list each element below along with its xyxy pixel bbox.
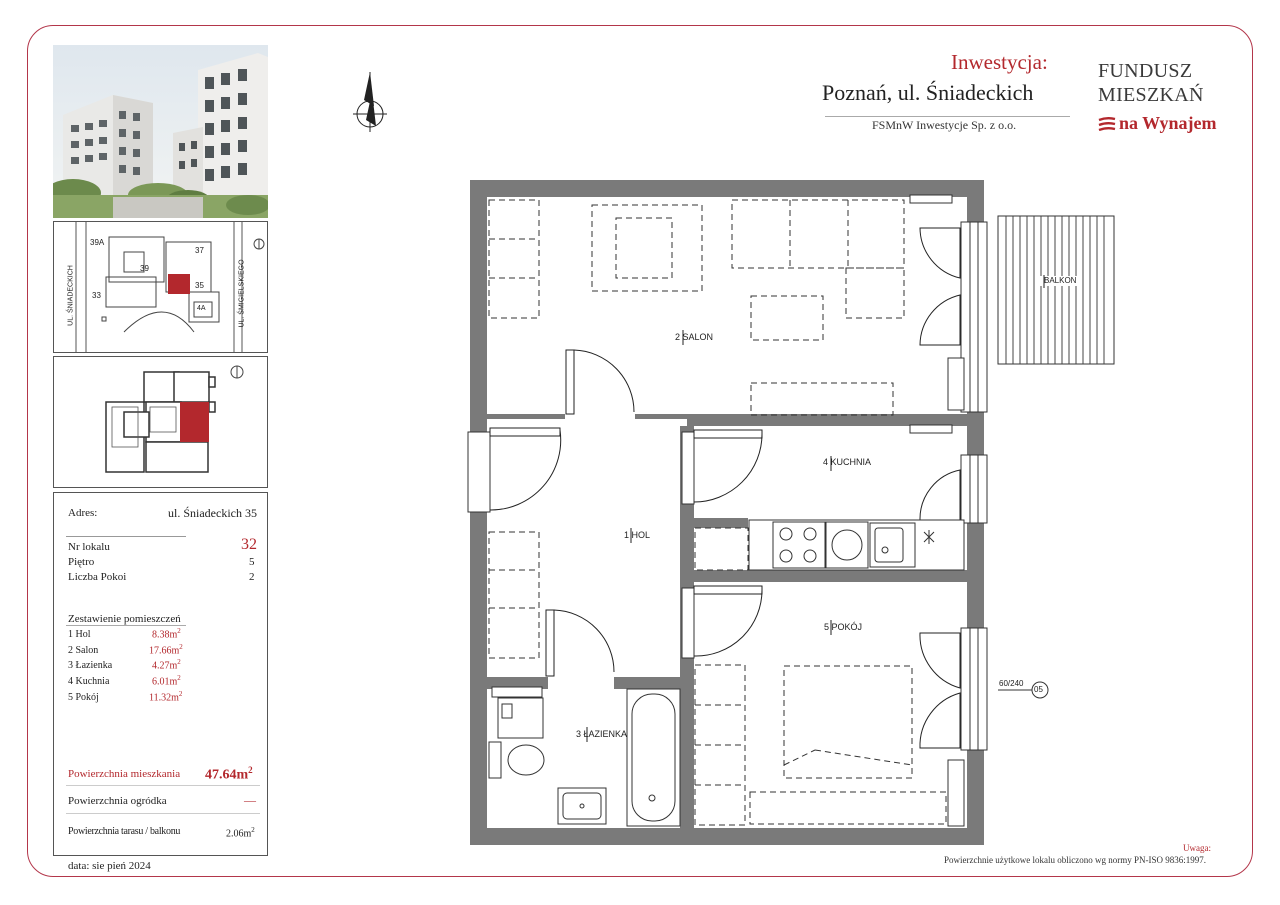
garden-area-value: —	[244, 793, 256, 807]
room-area: $8.38m^2$	[152, 627, 181, 641]
balcony-area-label: Powierzchnia tarasu / balkonu	[68, 826, 181, 837]
room-label: 5 Pokój	[68, 692, 99, 703]
fundusz-logo	[1098, 60, 1228, 140]
floor-value: 5	[249, 556, 255, 568]
building-number: 33	[92, 291, 101, 300]
north-arrow-icon	[350, 70, 390, 134]
floor-key-plan	[53, 356, 268, 488]
street-label-sniadeckich: UL. ŚNIADECKICH	[67, 265, 75, 326]
divider	[66, 536, 186, 537]
building-number: 4A	[197, 305, 206, 312]
room-area: $4.27m^2$	[152, 658, 181, 672]
room-area: $11.32m^2$	[149, 690, 183, 704]
balcony-area-value: $2.06m^2$	[226, 826, 255, 840]
building-number: 39A	[90, 238, 105, 247]
room-label: 3 Łazienka	[68, 660, 113, 671]
room-area: $6.01m^2$	[152, 674, 181, 688]
building-number: 39	[140, 264, 149, 273]
building-number: 35	[195, 281, 204, 290]
building-number: 37	[195, 246, 204, 255]
note-text: Powierzchnie użytkowe lokalu obliczono wg normy PN-ISO 9836:1997.	[944, 855, 1206, 865]
logo-line-na-wynajem: na Wynajem	[1119, 113, 1217, 133]
divider	[66, 785, 260, 786]
rooms-title: Zestawienie pomieszczeń	[68, 613, 181, 625]
header-divider	[825, 116, 1070, 117]
unit-number-value: 32	[241, 536, 257, 553]
investment-location: Poznań, ul. Śniadeckich	[822, 80, 1034, 105]
floor-label: Piętro	[68, 556, 95, 568]
street-label-smigielskiego: UL. ŚMIGIELSKIEGO	[238, 259, 246, 328]
room-label-kuchnia: 4 KUCHNIA	[823, 457, 872, 467]
room-label-salon: 2 SALON	[675, 332, 714, 342]
unit-number-label: Nr lokalu	[68, 541, 110, 553]
room-label-hol: 1 HOL	[624, 530, 651, 540]
room-label: 2 Salon	[68, 645, 99, 656]
address-label: Adres:	[68, 507, 98, 519]
room-label: 1 Hol	[68, 629, 91, 640]
building-rendering	[53, 45, 268, 218]
divider	[66, 813, 260, 814]
garden-area-label: Powierzchnia ogródka	[68, 795, 167, 807]
room-label-pokoj: 5 POKÓJ	[824, 622, 863, 632]
company-name: FSMnW Inwestycje Sp. z o.o.	[872, 118, 1017, 132]
window-number: 05	[1034, 685, 1043, 694]
total-area-label: Powierzchnia mieszkania	[68, 768, 181, 780]
room-count-value: 2	[249, 571, 255, 583]
total-area-value: $47.64m^2$	[205, 765, 253, 783]
logo-line-fundusz: FUNDUSZ	[1098, 60, 1193, 82]
floor-plan	[460, 175, 1125, 850]
divider	[66, 625, 186, 626]
logo-stripes-icon	[1098, 117, 1116, 131]
address-value: ul. Śniadeckich 35	[168, 506, 257, 520]
room-label: 4 Kuchnia	[68, 676, 110, 687]
site-map	[53, 221, 268, 353]
date-text: data: sie pień 2024	[68, 860, 151, 872]
room-area: $17.66m^2$	[149, 643, 183, 657]
window-tag: 60/240	[999, 679, 1024, 688]
room-count-label: Liczba Pokoi	[68, 571, 127, 583]
balcony-label: BALKON	[1044, 276, 1077, 285]
logo-line-mieszkan: MIESZKAŃ	[1098, 84, 1204, 106]
room-label-lazienka: 3 ŁAZIENKA	[576, 729, 628, 739]
investment-title: Inwestycja:	[951, 50, 1048, 74]
note-title: Uwaga:	[1183, 843, 1211, 853]
